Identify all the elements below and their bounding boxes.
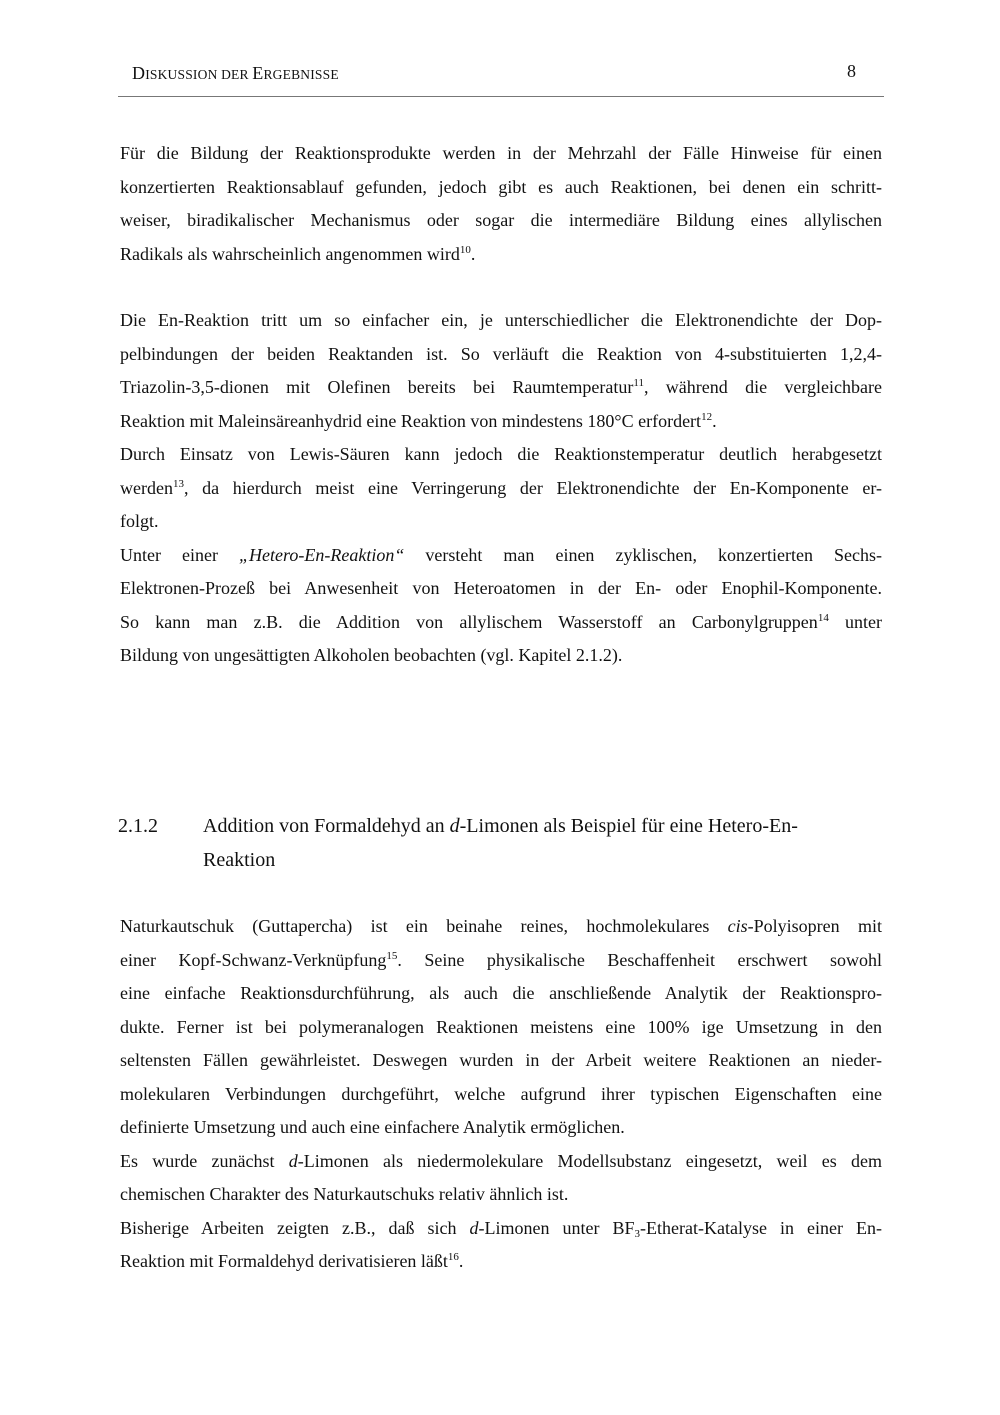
p5-line-1 (120, 910, 882, 944)
page-number: 8 (847, 61, 856, 81)
p4-line-1-text: Unter einer (120, 544, 240, 565)
p4-line-1 (120, 539, 882, 573)
p6-line-1-text: Es wurde zunächst (120, 1150, 289, 1171)
p5-line-7: definierte Umsetzung und auch eine einfachere Analytik ermöglichen. (120, 1117, 625, 1137)
p1-line-4-text: Radikals als wahrscheinlich angenommen wird (120, 243, 460, 264)
p4-line-2: Elektronen-Prozeß bei Anwesenheit von Heteroatomen in der En- oder Enophil-Komponente. (120, 578, 882, 598)
running-header (118, 60, 884, 97)
p4-line-3-text: So kann man z.B. die Addition von allylischem Wasserstoff an Carbonylgruppen (120, 611, 818, 632)
term-d: d (288, 1150, 298, 1171)
section-title (203, 809, 883, 877)
p1-line-2: konzertierten Reaktionsablauf gefunden, jedoch gibt es auch Reaktionen, bei denen ein schritt- (120, 176, 882, 197)
footnote-ref-14: 14 (817, 611, 829, 624)
paragraph-5 (120, 910, 882, 1279)
p6-line-1-end: -Limonen als niedermolekulare Modellsubstanz eingesetzt, weil es dem (297, 1150, 882, 1171)
footnote-ref-11: 11 (633, 377, 644, 389)
section-title-italic-d: d (449, 815, 460, 837)
p4-line-3 (120, 606, 882, 640)
footnote-ref-16: 16 (447, 1251, 459, 1263)
p4-line-1-end: versteht man einen zyklischen, konzertierten Sechs- (404, 544, 882, 565)
p7-line-1-mid: -Limonen unter BF (478, 1217, 635, 1238)
footnote-ref-10: 10 (459, 243, 471, 256)
paragraph-1 (120, 137, 882, 271)
term-hetero-en-reaktion: „Hetero-En-Reaktion“ (239, 544, 405, 565)
p5-line-6: molekularen Verbindungen durchgeführt, welche aufgrund ihrer typischen Eigenschaften eine (120, 1083, 882, 1104)
p5-line-2 (120, 944, 882, 978)
term-cis: cis (727, 916, 748, 936)
p3-line-2-text: werden (120, 477, 173, 498)
p2-line-4 (120, 405, 882, 439)
p2-line-3-text: Triazolin-3,5-dionen mit Olefinen bereits bei Raumtemperatur (120, 377, 634, 397)
p7-line-2-end: . (458, 1251, 464, 1271)
footnote-ref-15: 15 (386, 949, 398, 962)
term-d-2: d (469, 1217, 479, 1238)
p1-line-1: Für die Bildung der Reaktionsprodukte werden in der Mehrzahl der Fälle Hinweise für einen (120, 143, 882, 163)
p3-line-2 (120, 472, 882, 506)
p5-line-5: seltensten Fällen gewährleistet. Deswegen wurden in der Arbeit weitere Reaktionen an nieder- (120, 1050, 882, 1070)
p7-line-2 (120, 1245, 882, 1279)
p7-line-1 (120, 1212, 882, 1246)
p2-line-3 (120, 371, 882, 405)
p5-line-1-end: -Polyisopren mit (747, 916, 883, 936)
p6-line-2: chemischen Charakter des Naturkautschuks relativ ähnlich ist. (120, 1184, 569, 1204)
p1-line-4 (120, 238, 882, 272)
p6-line-1 (120, 1145, 882, 1179)
p1-line-3: weiser, biradikalischer Mechanismus oder sogar die intermediäre Bildung eines allylischen (120, 210, 882, 230)
p4-line-4: Bildung von ungesättigten Alkoholen beobachten (vgl. Kapitel 2.1.2). (120, 645, 623, 665)
p3-line-2-end: , da hierdurch meist eine Verringerung der Elektronendichte der En-Komponente er- (183, 477, 882, 498)
p5-line-2-end: . Seine physikalische Beschaffenheit erschwert sowohl (397, 949, 882, 970)
header-title (132, 63, 339, 84)
p5-line-1-text: Naturkautschuk (Guttapercha) ist ein beinahe reines, hochmolekulares (120, 916, 728, 936)
header-title-part2: RGEBNISSE (263, 67, 339, 82)
p2-line-4-text: Reaktion mit Maleinsäreanhydrid eine Reaktion von mindestens 180°C erfordert (120, 410, 702, 431)
header-title-cap-e: E (252, 63, 264, 83)
p2-line-4-end: . (712, 410, 717, 431)
subscript-3: 3 (634, 1227, 641, 1240)
section-title-part3: Reaktion (203, 849, 276, 871)
p5-line-3: eine einfache Reaktionsdurchführung, als auch die anschließende Analytik der Reaktionspro- (120, 983, 882, 1003)
footnote-ref-12: 12 (701, 410, 713, 423)
p7-line-1-end: -Etherat-Katalyse in einer En- (640, 1217, 882, 1238)
p4-line-3-end: unter (828, 611, 882, 632)
p7-line-2-text: Reaktion mit Formaldehyd derivatisieren läßt (120, 1251, 448, 1271)
p1-line-4-end: . (470, 243, 476, 264)
p2-line-1: Die En-Reaktion tritt um so einfacher ein, je unterschiedlicher die Elektronendichte der Dop- (120, 310, 882, 330)
section-title-part1: Addition von Formaldehyd an (203, 815, 450, 837)
p5-line-4: dukte. Ferner ist bei polymeranalogen Reaktionen meistens eine 100% ige Umsetzung in den (120, 1016, 882, 1037)
p3-line-1: Durch Einsatz von Lewis-Säuren kann jedoch die Reaktionstemperatur deutlich herabgesetzt (120, 444, 882, 464)
footnote-ref-13: 13 (172, 477, 184, 490)
section-number: 2.1.2 (118, 815, 158, 837)
section-title-part2: -Limonen als Beispiel für eine Hetero-En- (459, 815, 798, 837)
p3-line-3: folgt. (120, 511, 159, 531)
header-title-cap-d: D (132, 63, 146, 83)
header-title-part1: ISKUSSION DER (145, 67, 253, 82)
paragraph-2 (120, 304, 882, 673)
p5-line-2-text: einer Kopf-Schwanz-Verknüpfung (120, 949, 387, 970)
p2-line-2: pelbindungen der beiden Reaktanden ist. So verläuft die Reaktion von 4-substituierten 1,2,4- (120, 343, 882, 364)
p7-line-1-text: Bisherige Arbeiten zeigten z.B., daß sich (120, 1217, 470, 1238)
p2-line-3-end: , während die vergleichbare (643, 377, 883, 397)
